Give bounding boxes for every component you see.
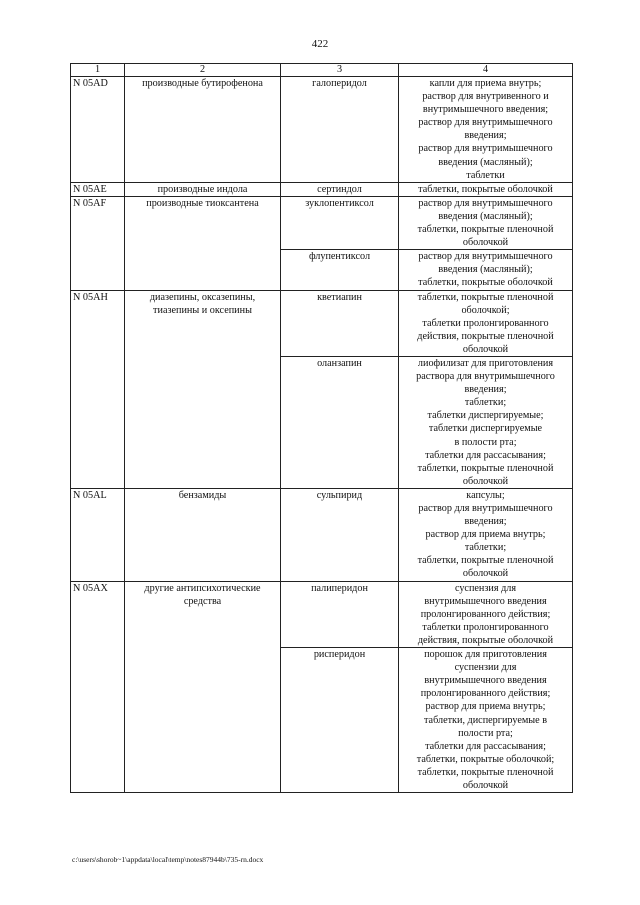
dosage-forms-cell bbox=[399, 77, 573, 183]
atc-code-cell: N 05AX bbox=[71, 581, 125, 793]
dosage-form-line: оболочкой bbox=[462, 237, 509, 249]
dosage-form-line: раствор для приема внутрь; bbox=[425, 701, 546, 713]
drug-group-cell: производные индола bbox=[125, 182, 281, 196]
dosage-form-line: раствор для внутримышечного bbox=[418, 117, 553, 129]
table-row bbox=[71, 196, 573, 249]
dosage-form-line: пролонгированного действия; bbox=[420, 688, 551, 700]
drug-group-cell: производные бутирофенона bbox=[125, 77, 281, 183]
dosage-form-line: суспензия для bbox=[454, 582, 517, 594]
dosage-form-line: таблетки, покрытые пленочной bbox=[417, 766, 554, 778]
page-number: 422 bbox=[311, 38, 329, 50]
dosage-form-line: оболочкой; bbox=[461, 304, 510, 316]
dosage-form-line: оболочкой bbox=[462, 475, 509, 487]
drug-name-cell: сертиндол bbox=[281, 182, 399, 196]
dosage-form-line: таблетки, покрытые пленочной bbox=[417, 555, 554, 567]
dosage-form-line: раствор для внутримышечного bbox=[418, 143, 553, 155]
dosage-form-line: таблетки bbox=[466, 169, 505, 181]
dosage-form-line: таблетки, покрытые оболочкой bbox=[418, 277, 553, 289]
drug-name-cell: флупентиксол bbox=[281, 250, 399, 290]
table-row bbox=[71, 581, 573, 647]
dosage-form-line: порошок для приготовления bbox=[424, 649, 547, 661]
dosage-form-line: таблетки пролонгированного bbox=[422, 621, 549, 633]
dosage-form-line: раствора для внутримышечного bbox=[416, 371, 555, 383]
dosage-forms-cell bbox=[399, 648, 573, 793]
dosage-form-line: оболочкой bbox=[462, 568, 509, 580]
dosage-form-line: таблетки, диспергируемые в bbox=[423, 714, 548, 726]
drug-name-cell: сульпирид bbox=[281, 488, 399, 581]
dosage-form-line: полости рта; bbox=[458, 727, 513, 739]
drug-group-cell: другие антипсихотические средства bbox=[125, 581, 281, 793]
drug-name-cell: кветиапин bbox=[281, 290, 399, 356]
dosage-form-line: действия, покрытые пленочной bbox=[417, 330, 554, 342]
dosage-form-line: таблетки диспергируемые; bbox=[427, 410, 544, 422]
dosage-form-line: раствор для внутримышечного bbox=[418, 251, 553, 263]
dosage-form-line: раствор для внутримышечного bbox=[418, 503, 553, 514]
table-row bbox=[71, 488, 573, 581]
dosage-forms-cell bbox=[399, 356, 573, 488]
dosage-form-line: таблетки для рассасывания; bbox=[425, 740, 546, 752]
dosage-form-line: суспензии для bbox=[454, 662, 517, 674]
atc-code-cell: N 05AL bbox=[71, 488, 125, 581]
dosage-form-line: раствор для внутримышечного bbox=[418, 197, 553, 209]
dosage-form-line: таблетки; bbox=[464, 397, 507, 409]
drug-name-cell: оланзапин bbox=[281, 356, 399, 488]
dosage-form-line: введения (масляный); bbox=[438, 156, 533, 168]
dosage-forms-cell bbox=[399, 290, 573, 356]
dosage-form-line: таблетки, покрытые пленочной bbox=[417, 224, 554, 236]
dosage-form-line: таблетки для рассасывания; bbox=[425, 449, 546, 461]
table-row bbox=[71, 290, 573, 356]
dosage-form-line: таблетки, покрытые пленочной bbox=[417, 462, 554, 474]
dosage-form-line: оболочкой bbox=[462, 779, 509, 791]
dosage-forms-cell bbox=[399, 196, 573, 249]
atc-code-cell: N 05AH bbox=[71, 290, 125, 488]
dosage-form-line: раствор для приема внутрь; bbox=[425, 529, 546, 541]
dosage-form-line: раствор для внутривенного и bbox=[422, 91, 549, 103]
dosage-form-line: введения; bbox=[464, 130, 507, 142]
dosage-form-line: введения (масляный); bbox=[438, 264, 533, 276]
dosage-forms-cell bbox=[399, 488, 573, 581]
dosage-form-line: таблетки, покрытые оболочкой bbox=[418, 183, 553, 195]
column-header-3: 3 bbox=[281, 64, 399, 77]
drug-name-cell: палиперидон bbox=[281, 581, 399, 647]
column-header-4: 4 bbox=[399, 64, 573, 77]
table-row bbox=[71, 182, 573, 196]
drug-name-cell: галоперидол bbox=[281, 77, 399, 183]
dosage-form-line: введения; bbox=[464, 516, 507, 528]
dosage-forms-cell bbox=[399, 182, 573, 196]
drug-name-cell: рисперидон bbox=[281, 648, 399, 793]
dosage-form-line: таблетки, покрытые пленочной bbox=[417, 291, 554, 303]
table-header-row bbox=[71, 64, 573, 77]
atc-code-cell: N 05AE bbox=[71, 182, 125, 196]
dosage-form-line: введения (масляный); bbox=[438, 210, 533, 222]
dosage-form-line: внутримышечного введения bbox=[424, 675, 547, 687]
dosage-form-line: таблетки; bbox=[464, 542, 507, 554]
dosage-form-line: внутримышечного введения; bbox=[422, 104, 549, 116]
dosage-form-line: действия, покрытые оболочкой bbox=[417, 634, 554, 646]
atc-code-cell: N 05AD bbox=[71, 77, 125, 183]
dosage-form-line: таблетки, покрытые оболочкой; bbox=[416, 753, 555, 765]
drug-table bbox=[70, 63, 573, 793]
atc-code-cell: N 05AF bbox=[71, 196, 125, 290]
drug-name-cell: зуклопентиксол bbox=[281, 196, 399, 249]
drug-group-cell: диазепины, оксазепины, тиазепины и оксепины bbox=[125, 290, 281, 488]
dosage-form-line: пролонгированного действия; bbox=[420, 608, 551, 620]
dosage-forms-cell bbox=[399, 250, 573, 290]
dosage-form-line: в полости рта; bbox=[454, 436, 517, 448]
column-header-2: 2 bbox=[125, 64, 281, 77]
dosage-form-line: капли для приема внутрь; bbox=[429, 78, 542, 89]
column-header-1: 1 bbox=[71, 64, 125, 77]
table-body bbox=[71, 77, 573, 793]
dosage-form-line: таблетки диспергируемые bbox=[428, 423, 543, 435]
dosage-form-line: оболочкой bbox=[462, 343, 509, 355]
dosage-form-line: капсулы; bbox=[466, 489, 505, 501]
dosage-form-line: внутримышечного введения bbox=[424, 595, 547, 607]
dosage-form-line: таблетки пролонгированного bbox=[422, 317, 549, 329]
table-row bbox=[71, 77, 573, 183]
dosage-forms-cell bbox=[399, 581, 573, 647]
drug-group-cell: производные тиоксантена bbox=[125, 196, 281, 290]
dosage-form-line: лиофилизат для приготовления bbox=[417, 357, 554, 369]
drug-group-cell: бензамиды bbox=[125, 488, 281, 581]
dosage-form-line: введения; bbox=[464, 384, 507, 396]
file-path-footer: c:\users\shorob~1\appdata\local\temp\notes87944b\735-rn.docx bbox=[72, 855, 264, 864]
